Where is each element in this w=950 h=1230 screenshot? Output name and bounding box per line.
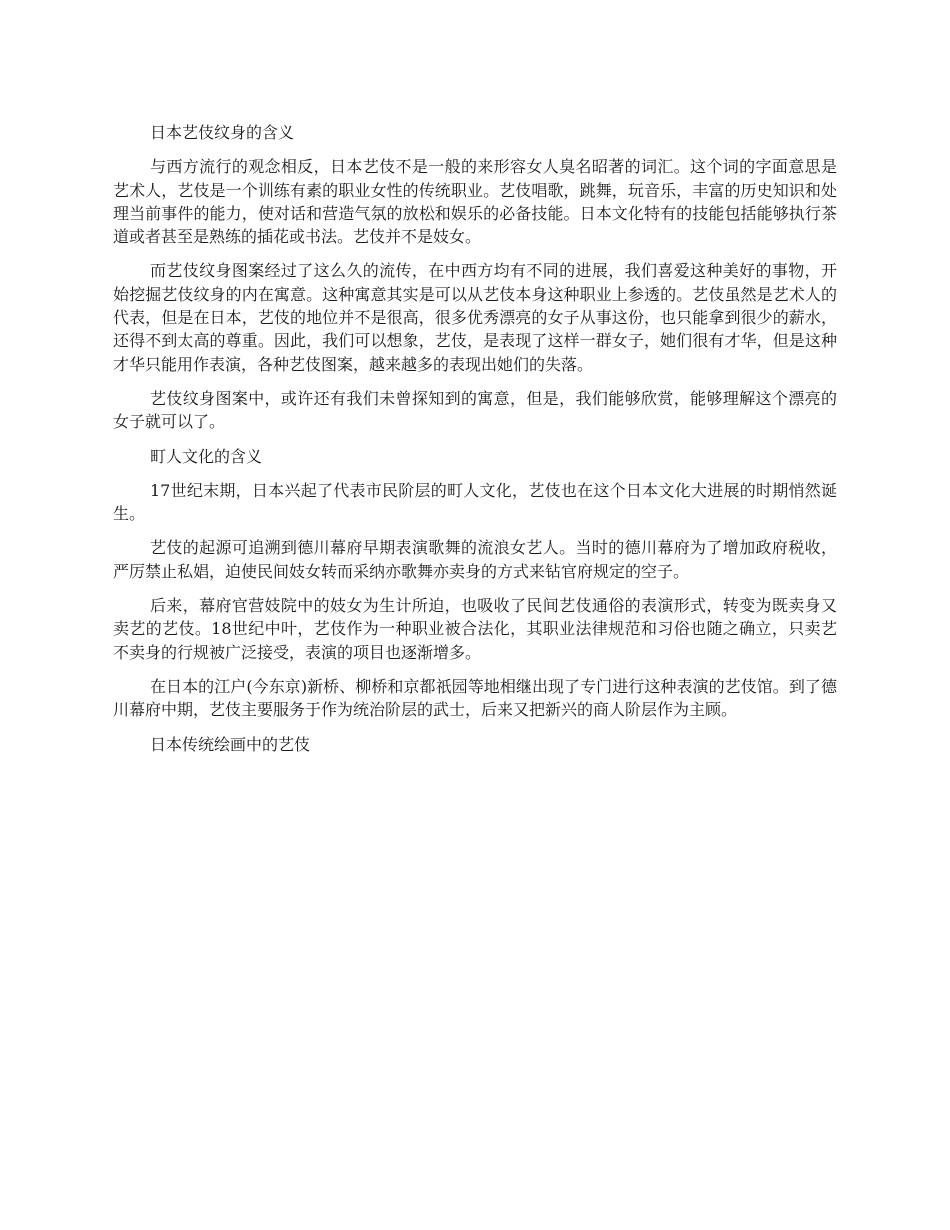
document-body bbox=[113, 121, 837, 767]
section-heading-chonin-culture: 町人文化的含义 bbox=[150, 446, 263, 466]
paragraph-17th-century: 17世纪末期，日本兴起了代表市民阶层的町人文化，艺伎也在这个日本文化大进展的时期悄然诞生。 bbox=[113, 480, 837, 524]
paragraph-tattoo-symbolism: 而艺伎纹身图案经过了这么久的流传，在中西方均有不同的进展，我们喜爱这种美好的事物，开始挖掘艺伎纹身的内在寓意。这种寓意其实是可以从艺伎本身这种职业上参透的。艺伎虽然是艺术人的代表，但是在日本，艺伎的地位并不是很高，很多优秀漂亮的女子从事这份，也只能拿到很少的薪水，还得不到太高的尊重。因此，我们可以想象，艺伎，是表现了这样一群女子，她们很有才华，但是这种才华只能用作表演，各种艺伎图案，越来越多的表现出她们的失落。 bbox=[113, 261, 837, 374]
paragraph-legalization: 后来，幕府官营妓院中的妓女为生计所迫，也吸收了民间艺伎通俗的表演形式，转变为既卖身又卖艺的艺伎。18世纪中叶，艺伎作为一种职业被合法化，其职业法律规范和习俗也随之确立，只卖艺不卖身的行规被广泛接受，表演的项目也逐渐增多。 bbox=[113, 596, 837, 662]
section-heading-traditional-painting: 日本传统绘画中的艺伎 bbox=[150, 734, 311, 754]
paragraph-geisha-definition: 与西方流行的观念相反，日本艺伎不是一般的来形容女人臭名昭著的词汇。这个词的字面意思是艺术人，艺伎是一个训练有素的职业女性的传统职业。艺伎唱歌，跳舞，玩音乐，丰富的历史知识和处理当前事件的能力，使对话和营造气氛的放松和娱乐的必备技能。日本文化特有的技能包括能够执行茶道或者甚至是熟练的插花或书法。艺伎并不是妓女。 bbox=[113, 157, 837, 247]
paragraph-appreciation: 艺伎纹身图案中，或许还有我们未曾探知到的寓意，但是，我们能够欣赏，能够理解这个漂亮的女子就可以了。 bbox=[113, 388, 837, 432]
paragraph-origin: 艺伎的起源可追溯到德川幕府早期表演歌舞的流浪女艺人。当时的德川幕府为了增加政府税收，严厉禁止私娼，迫使民间妓女转而采纳亦歌舞亦卖身的方式来钻官府规定的空子。 bbox=[113, 538, 837, 581]
section-heading-geisha-tattoo-meaning: 日本艺伎纹身的含义 bbox=[150, 123, 295, 142]
paragraph-geisha-houses: 在日本的江户(今东京)新桥、柳桥和京都祇园等地相继出现了专门进行这种表演的艺伎馆。到了德川幕府中期，艺伎主要服务于作为统治阶层的武士，后来又把新兴的商人阶层作为主顾。 bbox=[113, 676, 837, 720]
